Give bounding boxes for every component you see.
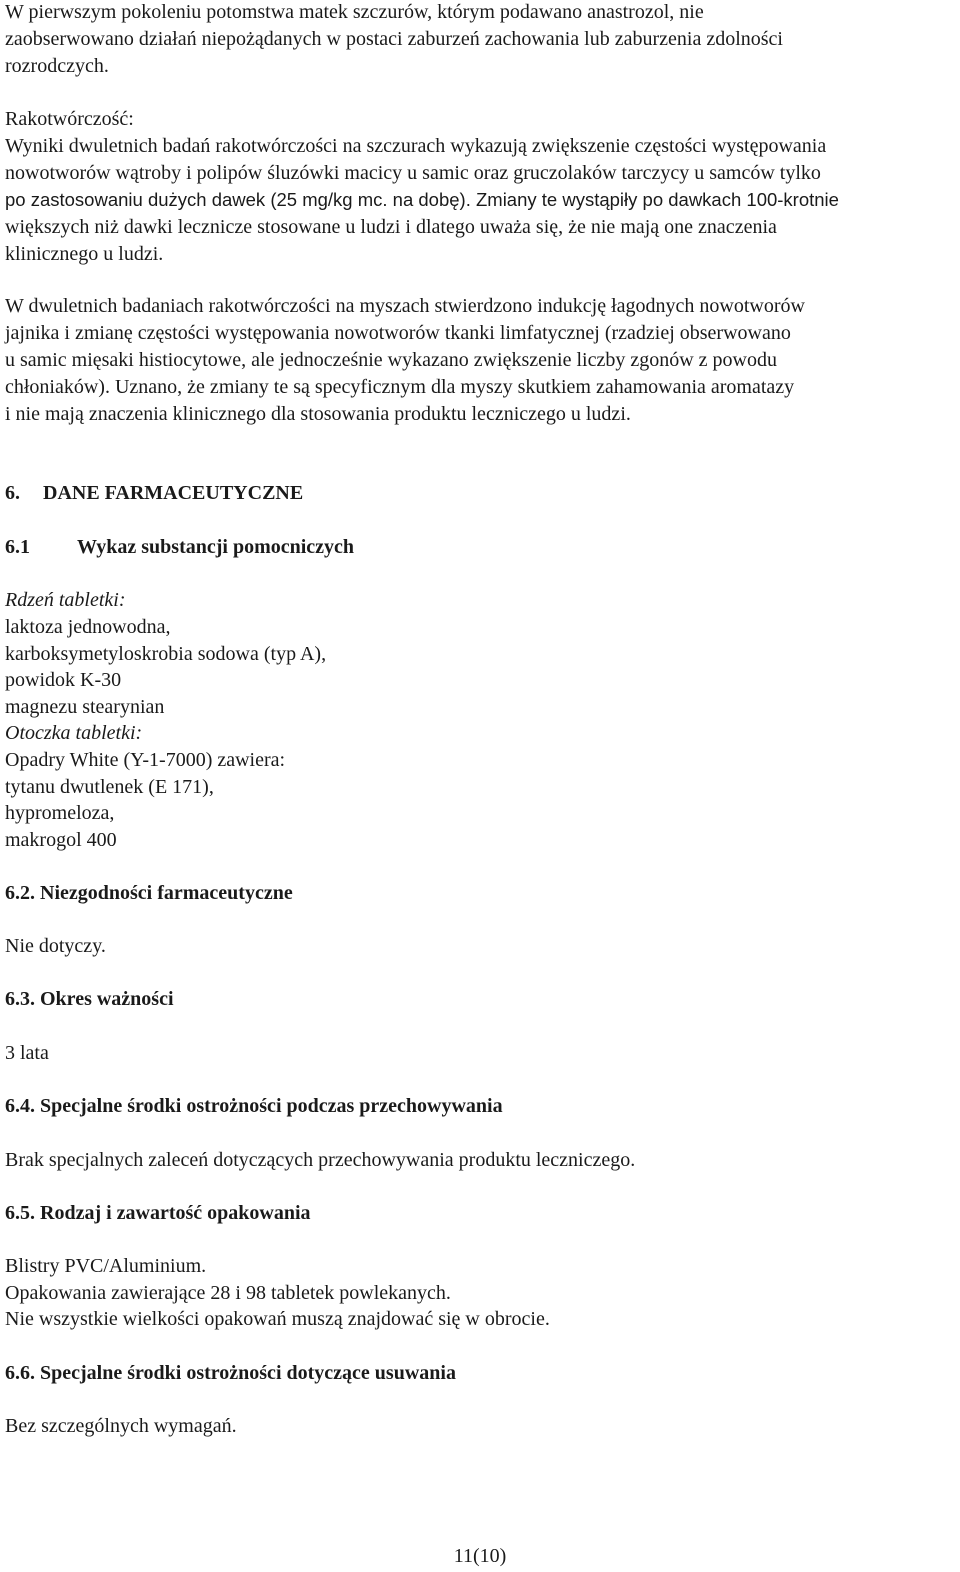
core-item-2: karboksymetyloskrobia sodowa (typ A),	[5, 643, 327, 665]
carc-p2-line-5: i nie mają znaczenia klinicznego dla stosowania produktu leczniczego u ludzi.	[5, 403, 631, 425]
section-6-5-line-1: Blistry PVC/Aluminium.	[5, 1255, 207, 1277]
coating-item-3: hypromeloza,	[5, 802, 115, 824]
intro-line-2: zaobserwowano działań niepożądanych w postaci zaburzeń zachowania lub zaburzenia zdolności	[5, 28, 783, 50]
section-6-3-body: 3 lata	[5, 1042, 49, 1064]
section-6-heading	[5, 481, 303, 505]
core-label: Rdzeń tabletki:	[5, 589, 126, 611]
page-number: 11(10)	[453, 1545, 507, 1567]
section-6-5-heading: 6.5. Rodzaj i zawartość opakowania	[5, 1202, 311, 1224]
carc-p1-line-3b: Zmiany te wystąpiły po dawkach 100-krotnie	[470, 189, 839, 210]
section-6-5-line-3: Nie wszystkie wielkości opakowań muszą znajdować się w obrocie.	[5, 1308, 550, 1330]
carc-p2-line-4a: chłoniaków).	[5, 376, 110, 398]
intro-line-3: rozrodczych.	[5, 55, 109, 77]
coating-item-2: tytanu dwutlenek (E 171),	[5, 776, 214, 798]
coating-label: Otoczka tabletki:	[5, 722, 143, 744]
section-6-4-heading: 6.4. Specjalne środki ostrożności podczas przechowywania	[5, 1095, 503, 1117]
carc-p1-line-3a: po zastosowaniu dużych dawek (25 mg/kg mc. na dobę).	[5, 189, 471, 210]
carc-p1-line-3	[5, 188, 839, 212]
section-6-6-heading: 6.6. Specjalne środki ostrożności dotyczące usuwania	[5, 1362, 456, 1384]
carc-p2-line-1: W dwuletnich badaniach rakotwórczości na myszach stwierdzono indukcję łagodnych nowotworów	[5, 295, 805, 317]
intro-line-1: W pierwszym pokoleniu potomstwa matek szczurów, którym podawano anastrozol, nie	[5, 1, 704, 23]
coating-item-1: Opadry White (Y-1-7000) zawiera:	[5, 749, 286, 771]
core-item-3: powidok K-30	[5, 669, 122, 691]
core-item-1: laktoza jednowodna,	[5, 616, 171, 638]
section-6-6-body: Bez szczególnych wymagań.	[5, 1415, 237, 1437]
section-6-1-title: Wykaz substancji pomocniczych	[77, 536, 355, 558]
section-6-2-heading: 6.2. Niezgodności farmaceutyczne	[5, 882, 293, 904]
core-item-4: magnezu stearynian	[5, 696, 165, 718]
section-6-4-body: Brak specjalnych zaleceń dotyczących przechowywania produktu leczniczego.	[5, 1149, 636, 1171]
coating-item-4: makrogol 400	[5, 829, 117, 851]
carc-p1-line-5: klinicznego u ludzi.	[5, 243, 164, 265]
carc-p1-line-4: większych niż dawki lecznicze stosowane u ludzi i dlatego uważa się, że nie mają one znaczenia	[5, 216, 777, 238]
section-6-1-heading	[5, 535, 354, 559]
carc-p1-line-2: nowotworów wątroby i polipów śluzówki macicy u samic oraz gruczolaków tarczycy u samców tylko	[5, 162, 821, 184]
section-6-number: 6.	[5, 482, 20, 504]
carc-p2-line-4b: Uznano, że zmiany te są specyficznym dla myszy skutkiem zahamowania aromatazy	[109, 376, 795, 398]
carc-p2-line-4	[5, 375, 794, 399]
section-6-3-heading: 6.3. Okres ważności	[5, 988, 174, 1010]
section-6-1-number: 6.1	[5, 536, 30, 558]
section-6-2-body: Nie dotyczy.	[5, 935, 106, 957]
section-6-5-line-2: Opakowania zawierające 28 i 98 tabletek powlekanych.	[5, 1282, 451, 1304]
carc-p2-line-3: u samic mięsaki histiocytowe, ale jednocześnie wykazano zwiększenie liczby zgonów z powodu	[5, 349, 777, 371]
section-6-title: DANE FARMACEUTYCZNE	[43, 482, 304, 504]
carcinogenicity-label: Rakotwórczość:	[5, 108, 134, 130]
carc-p2-line-2: jajnika i zmianę częstości występowania nowotworów tkanki limfatycznej (rzadziej obserwowano	[5, 322, 791, 344]
carc-p1-line-1: Wyniki dwuletnich badań rakotwórczości na szczurach wykazują zwiększenie częstości występowania	[5, 135, 827, 157]
